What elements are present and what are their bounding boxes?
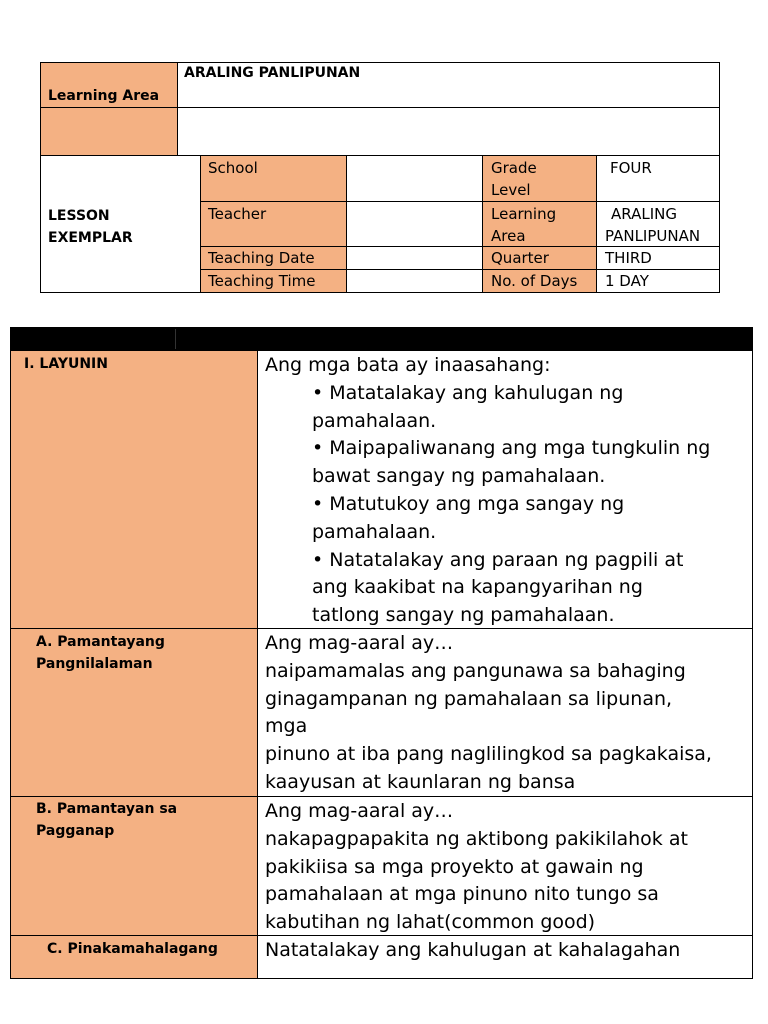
pamantayang-pangnilalaman-label: A. Pamantayang Pangnilalaman bbox=[36, 634, 165, 672]
pinakamahalagang-content: Natatalakay ang kahulugan at kahalagahan bbox=[265, 939, 681, 961]
grade-level-label: Grade Level bbox=[491, 159, 537, 199]
pinakamahalagang-label: C. Pinakamahalagang bbox=[47, 941, 218, 957]
learning-area-right-label: Learning Area bbox=[491, 205, 557, 245]
learning-area-value: ARALING PANLIPUNAN bbox=[184, 65, 361, 81]
no-of-days-label: No. of Days bbox=[491, 272, 578, 290]
learning-area-label: Learning Area bbox=[48, 88, 160, 104]
teaching-time-label: Teaching Time bbox=[208, 272, 316, 290]
layunin-label: I. LAYUNIN bbox=[24, 356, 108, 372]
teaching-date-label: Teaching Date bbox=[208, 249, 315, 267]
school-label: School bbox=[208, 159, 258, 177]
quarter-label: Quarter bbox=[491, 249, 549, 267]
quarter-value: THIRD bbox=[605, 249, 652, 267]
empty-peach-cell bbox=[41, 108, 177, 155]
pamantayang-pangnilalaman-content: Ang mag-aaral ay… naipamamalas ang pangunawa sa bahaging ginagampanan ng pamahalaan sa lipunan, mga pinuno at iba pang naglilingkod sa pagkakaisa, kaayusan at kaunlaran ng bansa bbox=[265, 632, 712, 793]
learning-area-right-value: ARALING PANLIPUNAN bbox=[605, 205, 701, 245]
header-bar-divider bbox=[175, 329, 176, 349]
layunin-content: Ang mga bata ay inaasahang: • Matatalakay ang kahulugan ng pamahalaan. • Maipapaliwanang ang mga tungkulin ng bawat sangay ng pamahalaan. • Matutukoy ang mga sangay ng pamahalaan. • Natatalakay ang paraan ng pagpili at ang kaakibat na kapangyarihan ng tatlong sangay ng pamahalaan. bbox=[265, 354, 711, 627]
grade-level-value: FOUR bbox=[610, 159, 652, 177]
lesson-exemplar-label: LESSON EXEMPLAR bbox=[48, 208, 133, 246]
teacher-label: Teacher bbox=[208, 205, 267, 223]
pamantayan-sa-pagganap-content: Ang mag-aaral ay… nakapagpapakita ng aktibong pakikilahok at pakikiisa sa mga proyekto at gawain ng pamahalaan at mga pinuno nito tungo sa kabutihan ng lahat(common good) bbox=[265, 800, 688, 934]
no-of-days-value: 1 DAY bbox=[605, 272, 649, 290]
black-header-bar bbox=[10, 327, 753, 351]
pamantayan-sa-pagganap-label: B. Pamantayan sa Pagganap bbox=[36, 801, 178, 839]
